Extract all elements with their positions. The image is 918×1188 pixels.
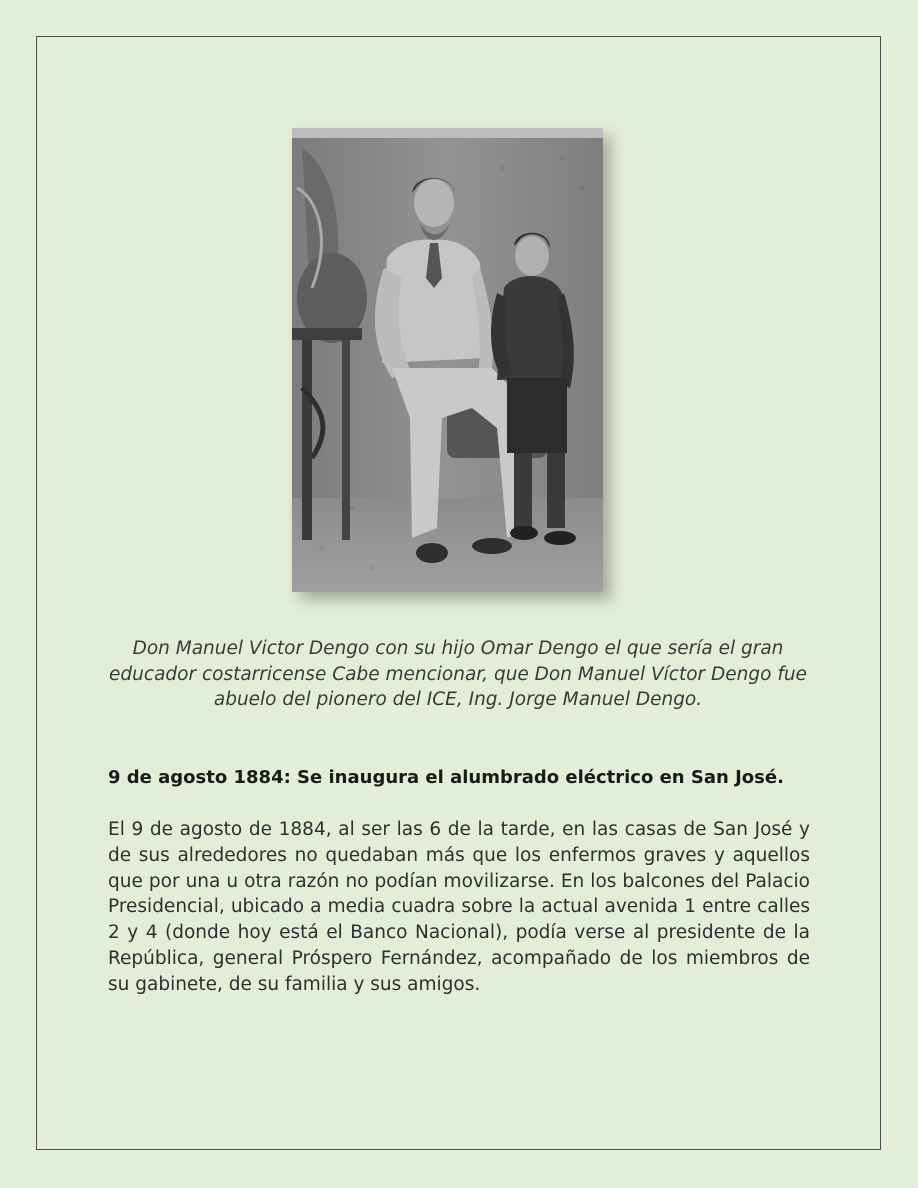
photo-caption: Don Manuel Victor Dengo con su hijo Omar Dengo el que sería el gran educador costarricense Cabe mencionar, que Don Manuel Víctor Dengo fue abuelo del pionero del ICE, Ing. Jorge Manuel Dengo. xyxy=(109,638,807,710)
historical-photo xyxy=(292,128,603,592)
photo-father-and-son xyxy=(292,128,603,592)
section-heading: 9 de agosto 1884: Se inaugura el alumbrado eléctrico en San José. xyxy=(108,767,784,788)
body-paragraph: El 9 de agosto de 1884, al ser las 6 de la tarde, en las casas de San José y de sus alrededores no quedaban más que los enfermos graves y aquellos que por una u otra razón no podían movilizarse. En los balcones del Palacio Presidencial, ubicado a media cuadra sobre la actual avenida 1 entre calles 2 y 4 (donde hoy está el Banco Nacional), podía verse al presidente de la República, general Próspero Fernández, acompañado de los miembros de su gabinete, de su familia y sus amigos. xyxy=(108,819,810,995)
